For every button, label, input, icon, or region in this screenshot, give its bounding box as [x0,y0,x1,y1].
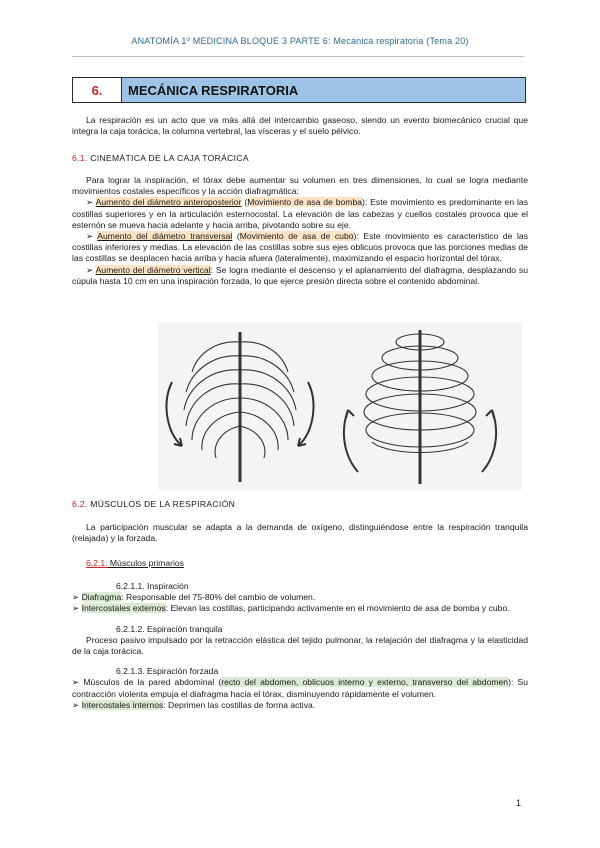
item-abdominal-wall: ➢ Músculos de la pared abdominal (recto del abdomen, oblicuos interno y externo, transverso del abdomen): Su contracción violenta empuja el diafragma hacia el tórax, disminuyendo rápidamente el volumen. [72,677,529,699]
rib-cage-bucket-handle-icon [344,330,496,484]
section-number: 6.1. [72,153,88,163]
item-label: Diafragma [81,592,122,603]
subsection-6-2-1-heading [86,558,184,569]
bullet-paren: Movimiento de asa de bomba [247,197,363,208]
section-6-2-body [72,581,528,711]
bullet-anteroposterior: ➢ Aumento del diámetro anteroposterior (Movimiento de asa de bomba): Este movimiento es predominante en las costillas superiores y en la articulación esternocostal. La elevación de las cabezas y cuellos costales provoca que el esternón se mueva hacia adelante y hacia arriba, pivotando sobre su eje. [72,197,528,230]
item-intercostales-internos: ➢ Intercostales internos: Deprimen las costillas de forma activa. [72,699,316,710]
header-divider [72,56,524,57]
bullet-vertical [72,265,528,287]
section-title: CINEMÁTICA DE LA CAJA TORÁCICA [87,153,249,163]
section-number: 6.2. [72,499,88,509]
page-number: 1 [516,798,522,808]
running-header: ANATOMÍA 1º MEDICINA BLOQUE 3 PARTE 6: Mecánica respiratoria (Tema 20) [131,36,469,46]
quiet-expiration-heading: 6.2.1.2. Espiración tranquila [116,623,223,634]
inspiration-heading: 6.2.1.1. Inspiración [116,581,189,591]
subsection-title: Músculos primarios [107,558,184,568]
rib-cage-illustration [158,322,522,490]
rib-cage-figure [158,322,522,490]
quiet-expiration-paragraph: Proceso pasivo impulsado por la retracción elástica del tejido pulmonar, la relajación del diafragma y la elasticidad de la caja torácica. [72,634,528,657]
bullet-icon: ➢ [86,231,94,242]
bullet-text: : Se logra mediante el descenso y el aplanamiento del diafragma, desplazando su cúpula hasta 10 cm en una inspiración forzada, lo que ejerce presión directa sobre el contenido abdominal. [72,264,528,286]
kinematics-paragraph: Para lograr la inspiración, el tórax debe aumentar su volumen en tres dimensiones, lo cual se logra mediante movimientos costales específicos y la acción diafragmática: [72,175,528,197]
bullet-label: Aumento del diámetro vertical [95,264,211,275]
chapter-number: 6. [73,78,122,102]
section-6-1-body [72,175,528,287]
item-label: recto del abdomen, oblicuos interno y externo, transverso del abdomen [221,677,509,688]
item-diafragma: ➢ Diafragma: Responsable del 75-80% del cambio de volumen. [72,592,316,603]
bullet-label: Aumento del diámetro anteroposterior [95,197,242,208]
section-6-1-heading [72,153,249,163]
forced-expiration-heading: 6.2.1.3. Espiración forzada [116,666,219,677]
muscles-paragraph: La participación muscular se adapta a la demanda de oxígeno, distinguiéndose entre la respiración tranquila (relajada) y la forzada. [72,522,528,544]
bullet-icon: ➢ [86,264,94,275]
rib-cage-pump-handle-icon [167,332,314,482]
bullet-paren: Movimiento de asa de cubo [239,231,354,242]
bullet-icon: ➢ [86,197,94,208]
bullet-text: ): Este movimiento es predominante en las costillas superiores y en la articulación esternocostal. La elevación de las cabezas y cuellos costales provoca que el esternón se mueva hacia adelante y hacia arriba, pivotando sobre su eje. [72,197,528,230]
subsection-number: 6.2.1. [86,558,108,568]
intro-paragraph: La respiración es un acto que va más allá del intercambio gaseoso, siendo un evento biomecánico crucial que integra la caja torácica, la columna vertebral, las vísceras y el suelo pélvico. [72,115,528,137]
item-label: Intercostales internos [81,699,164,710]
section-6-2-heading [72,499,235,509]
bullet-label: Aumento del diámetro transversal [97,231,233,242]
bullet-transversal: ➢ Aumento del diámetro transversal (Movimiento de asa de cubo): Este movimiento es característico de las costillas inferiores y medias. La elevación de las costillas sobre sus ejes oblicuos provoca que las porciones medias de las costillas se desplacen hacia arriba y hacia afuera (lateralmente), maximizando el espacio horizontal del tórax. [72,231,528,264]
chapter-title-box [72,77,526,103]
item-intercostales-externos: ➢ Intercostales externos: Elevan las costillas, participando activamente en el movimiento de asa de bomba y cubo. [72,603,510,614]
item-label: Intercostales externos [81,603,166,614]
section-title: MÚSCULOS DE LA RESPIRACIÓN [87,499,236,509]
bullet-text: ): Este movimiento es característico de las costillas inferiores y medias. La elevación de las costillas sobre sus ejes oblicuos provoca que las porciones medias de las costillas se desplacen hacia arriba y hacia afuera (lateralmente), maximizando el espacio horizontal del tórax. [72,231,528,264]
chapter-title: MECÁNICA RESPIRATORIA [122,78,525,102]
